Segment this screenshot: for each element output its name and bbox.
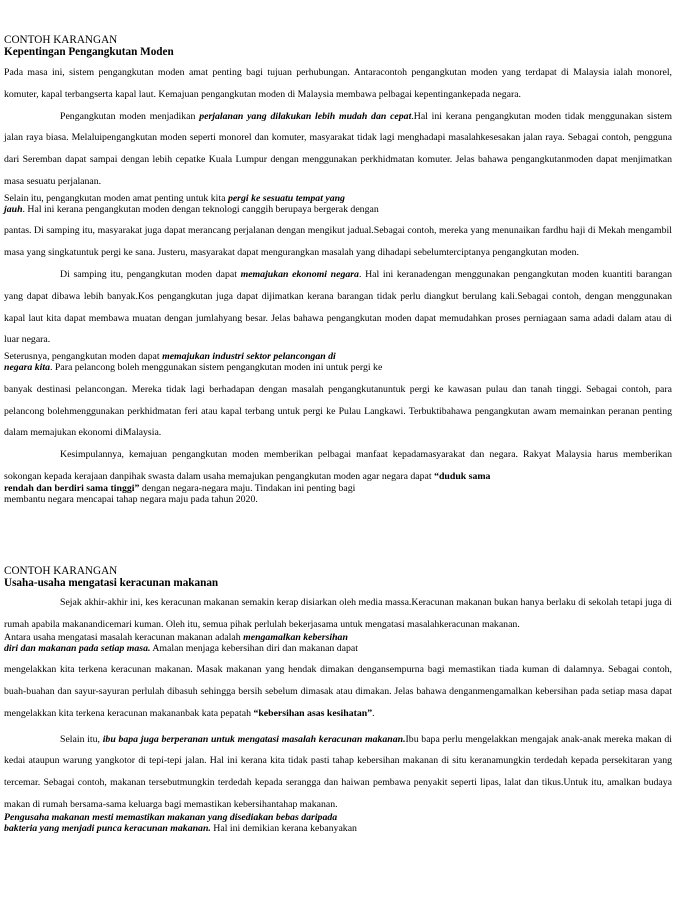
essay-1-paragraph-3-lead: Selain itu, pengangkutan moden amat penting untuk kita pergi ke sesuatu tempat yang jauh. Hal ini kerana pengangkutan moden dengan teknologi canggih berupaya bergerak dengan	[4, 192, 379, 216]
essay-2-title: Usaha-usaha mengatasi keracunan makanan	[4, 577, 219, 589]
essay-1-title: Kepentingan Pengangkutan Moden	[4, 46, 174, 58]
essay-1	[4, 34, 672, 505]
essay-2-proverb: “kebersihan asas kesihatan”	[253, 707, 373, 719]
essay-2-heading: CONTOH KARANGAN	[4, 565, 118, 577]
essay-2-paragraph-2: mengelakkan kita terkena keracunan makanan. Masak makanan yang hendak dimakan dengansempurna bagi memastikan tiada kuman di dalamnya. Sebagai contoh, buah-buahan dan sayur-sayuran perlulah dibasuh sehingga bersih sebelum dimasak atau dimakan. Jelas bahawa denganmengamalkan kebersihan pada setiap masa dapat mengelakkan kita terkena keracunan makananbak kata pepatah “kebersihan asas kesihatan”.	[4, 664, 672, 719]
essay-1-paragraph-1: Pada masa ini, sistem pengangkutan moden amat penting bagi tujuan perhubungan. Antaracontoh pengangkutan moden yang terdapat di Malaysia ialah monorel, komuter, kapal terbangserta kapal laut. Kemajuan pengangkutan moden di Malaysia membawa pelbagai kepentingankepada negara.	[4, 67, 672, 100]
essay-2-paragraph-1: Sejak akhir-akhir ini, kes keracunan makanan semakin kerap disiarkan oleh media massa.Keracunan makanan bukan hanya berlaku di sekolah tetapi juga di rumah apabila makanandicemari kuman. Oleh itu, semua pihak perlulah bekerjasama untuk mengatasi masalahkeracunan makanan.	[4, 597, 672, 630]
essay-1-paragraph-4: Di samping itu, pengangkutan moden dapat memajukan ekonomi negara. Hal ini keranadengan menggunakan pengangkutan moden kuantiti barangan yang dapat dibawa lebih banyak.Kos pengangkutan juga dapat dijimatkan kerana barangan tidak perlu diangkut berulang kali.Sebagai contoh, dengan menggunakan kapal laut kita dapat membawa muatan dengan jumlahyang besar. Jelas bahawa pengangkutan moden dapat memudahkan proses perniagaan sama adadi dalam atau di luar negara.	[4, 268, 672, 346]
essay-1-paragraph-6-tail: rendah dan berdiri sama tinggi” dengan negara-negara maju. Tindakan ini penting bagi membantu negara mencapai tahap negara maju pada tahun 2020.	[4, 482, 356, 506]
essay-1-paragraph-5-lead: Seterusnya, pengangkutan moden dapat memajukan industri sektor pelancongan di negara kita. Para pelancong boleh menggunakan sistem pengangkutan moden ini untuk pergi ke	[4, 351, 383, 374]
essay-1-paragraph-3: pantas. Di samping itu, masyarakat juga dapat merancang perjalanan dengan mengikut jadual.Sebagai contoh, mereka yang menunaikan fardhu haji di Mekah mengambil masa yang singkatuntuk pergi ke sana. Justeru, masyarakat dapat mengurangkan masalah yang dihadapi sebelumterciptanya pengangkutan moden.	[4, 225, 672, 259]
essay-2-paragraph-3-emphasis: ibu bapa juga berperanan untuk mengatasi masalah keracunan makanan.	[102, 733, 406, 745]
essay-1-paragraph-2-emphasis: perjalanan yang dilakukan lebih mudah dan cepat	[199, 110, 412, 122]
essay-1-paragraph-4-emphasis: memajukan ekonomi negara	[240, 268, 359, 280]
essay-1-paragraph-2: Pengangkutan moden menjadikan perjalanan yang dilakukan lebih mudah dan cepat.Hal ini kerana pengangkutan moden tidak menggunakan sistem jalan raya biasa. Melaluipengangkutan moden seperti monorel dan komuter, masyarakat tidak lagi menghadapi masalahkesesakan jalan raya. Sebagai contoh, pengguna dari Seremban dapat sampai dengan lebih cepatke Kuala Lumpur dengan menggunakan perkhidmatan komuter. Jelas bahawa pengangkutanmoden dapat menjimatkan masa sesuatu perjalanan.	[4, 110, 672, 187]
essay-2	[4, 565, 672, 834]
essay-2-paragraph-2-lead: Antara usaha mengatasi masalah keracunan makanan adalah mengamalkan kebersihan diri dan makanan pada setiap masa. Amalan menjaga kebersihan diri dan makanan dapat	[4, 631, 358, 654]
essay-1-paragraph-5: banyak destinasi pelancongan. Mereka tidak lagi berhadapan dengan masalah pengangkutanuntuk pergi ke kawasan pulau dan tanah tinggi. Sebagai contoh, para pelancong bolehmenggunakan perkhidmatan feri atau kapal terbang untuk pergi ke Pulau Langkawi. Terbuktibahawa pengangkutan awam memainkan peranan penting dalam memajukan ekonomi diMalaysia.	[4, 383, 672, 439]
essay-1-paragraph-6: Kesimpulannya, kemajuan pengangkutan moden memberikan pelbagai manfaat kepadamasyarakat dan negara. Rakyat Malaysia harus memberikan sokongan kepada kerajaan danpihak swasta dalam usaha memajukan pengangkutan moden agar negara dapat “duduk sama	[4, 449, 672, 482]
essay-2-paragraph-3: Selain itu, ibu bapa juga berperanan untuk mengatasi masalah keracunan makanan.Ibu bapa perlu mengelakkan mengajak anak-anak mereka makan di kedai ataupun warung yangkotor di tepi-tepi jalan. Hal ini kerana kita tidak pasti tahap kebersihan makanan di situ keranamungkin terdedah kepada persekitaran yang tercemar. Sebagai contoh, makanan tersebutmungkin terdedah kepada serangga dan haiwan pembawa penyakit seperti lipas, lalat dan tikus.Untuk itu, amalkan budaya makan di rumah bersama-sama keluarga bagi memastikan kebersihantahap makanan.	[4, 733, 672, 810]
essay-1-heading: CONTOH KARANGAN	[4, 34, 118, 46]
essay-2-paragraph-4-lead: Pengusaha makanan mesti memastikan makanan yang disediakan bebas daripada bakteria yang menjadi punca keracunan makanan. Hal ini demikian kerana kebanyakan	[4, 811, 357, 835]
